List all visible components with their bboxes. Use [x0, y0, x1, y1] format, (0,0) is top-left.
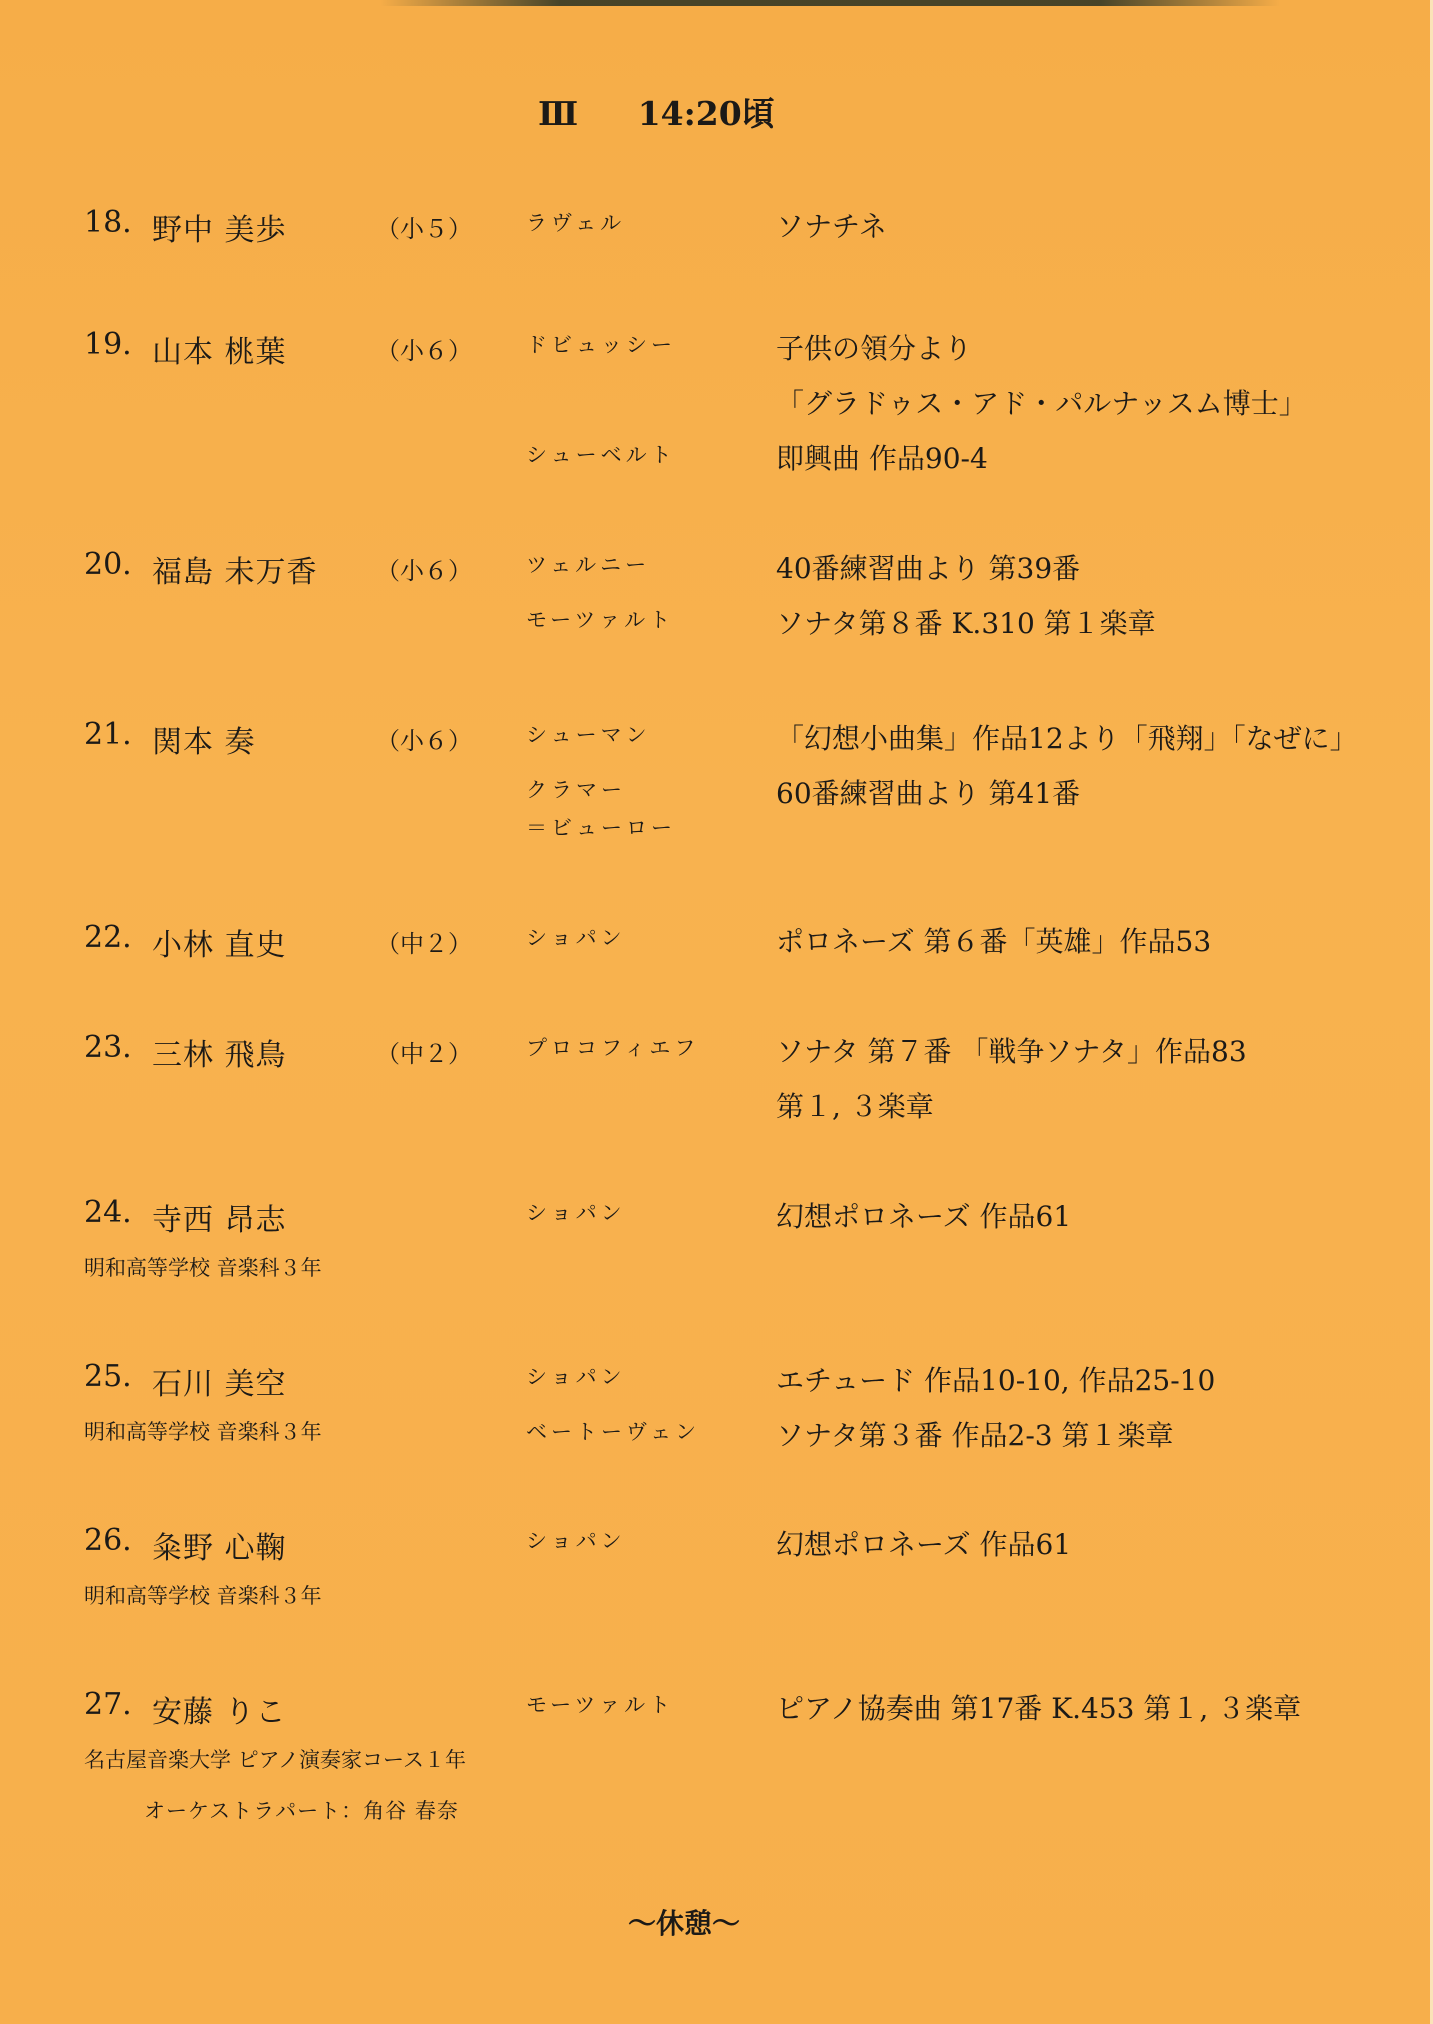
- work-title: ソナチネ: [776, 210, 887, 243]
- performer-school: 明和高等学校 音楽科３年: [84, 1584, 322, 1608]
- entry-number: 20.: [84, 547, 132, 582]
- work-title: ポロネーズ 第６番「英雄」作品53: [776, 925, 1212, 958]
- entry-number: 25.: [84, 1359, 132, 1394]
- section-number: Ⅲ: [538, 94, 577, 133]
- composer-name: プロコフィエフ: [526, 1036, 700, 1060]
- composer-name: モーツァルト: [526, 1693, 675, 1717]
- entry-number: 26.: [84, 1523, 132, 1558]
- performer-grade: （小６）: [376, 727, 472, 755]
- intermission-label: 〜休憩〜: [628, 1907, 741, 1940]
- work-title: 子供の領分より: [776, 332, 973, 365]
- work-title: エチュード 作品10-10, 作品25-10: [776, 1364, 1216, 1397]
- entry-number: 18.: [84, 205, 132, 240]
- performer-name: 石川 美空: [152, 1367, 287, 1402]
- work-title: ソナタ第３番 作品2-3 第１楽章: [776, 1419, 1174, 1452]
- scan-edge-shadow: [380, 0, 1280, 6]
- performer-school: 明和高等学校 音楽科３年: [84, 1420, 322, 1444]
- performer-grade: （小６）: [376, 337, 472, 365]
- section-heading: [538, 88, 775, 135]
- performer-name: 安藤 りこ: [152, 1695, 287, 1730]
- performer-name: 寺西 昂志: [152, 1203, 287, 1238]
- composer-name: シューベルト: [526, 443, 676, 467]
- entry-number: 22.: [84, 920, 132, 955]
- performer-grade: （小６）: [376, 557, 472, 585]
- entry-number: 21.: [84, 717, 132, 752]
- composer-name: モーツァルト: [526, 608, 675, 632]
- composer-name: クラマー: [526, 778, 626, 802]
- performer-name: 関本 奏: [152, 725, 256, 760]
- work-title: 「グラドゥス・アド・パルナッスム博士」: [776, 387, 1307, 420]
- entry-number: 19.: [84, 327, 132, 362]
- composer-name: ベートーヴェン: [526, 1420, 701, 1444]
- work-title: 「幻想小曲集」作品12より「飛翔」「なぜに」: [776, 722, 1358, 755]
- entry-number: 24.: [84, 1195, 132, 1230]
- composer-name: ショパン: [526, 1201, 626, 1225]
- composer-name: シューマン: [526, 723, 651, 747]
- composer-name: ラヴェル: [526, 211, 626, 235]
- composer-name: ツェルニー: [526, 553, 651, 577]
- work-title: ソナタ第８番 K.310 第１楽章: [776, 607, 1156, 640]
- work-title: 幻想ポロネーズ 作品61: [776, 1200, 1072, 1233]
- work-title: 幻想ポロネーズ 作品61: [776, 1528, 1072, 1561]
- performer-grade: （小５）: [376, 215, 472, 243]
- performer-name: 山本 桃葉: [152, 335, 287, 370]
- performer-name: 小林 直史: [152, 928, 287, 963]
- entry-number: 23.: [84, 1030, 132, 1065]
- performer-school: 名古屋音楽大学 ピアノ演奏家コース１年: [84, 1748, 466, 1772]
- performer-grade: （中２）: [376, 1040, 472, 1068]
- composer-name: ショパン: [526, 1529, 626, 1553]
- performer-grade: （中２）: [376, 930, 472, 958]
- work-title: 第１, ３楽章: [776, 1090, 934, 1123]
- work-title: 40番練習曲より 第39番: [776, 552, 1081, 585]
- composer-name: ドビュッシー: [526, 333, 676, 357]
- composer-name: ショパン: [526, 1365, 626, 1389]
- entry-number: 27.: [84, 1687, 132, 1722]
- work-title: ソナタ 第７番 「戦争ソナタ」作品83: [776, 1035, 1247, 1068]
- performer-name: 三林 飛鳥: [152, 1038, 287, 1073]
- performer-school: 明和高等学校 音楽科３年: [84, 1256, 322, 1280]
- performer-name: 福島 未万香: [152, 555, 318, 590]
- composer-name: ショパン: [526, 926, 626, 950]
- orchestra-part: オーケストラパート：角谷 春奈: [144, 1799, 459, 1823]
- performer-name: 野中 美歩: [152, 213, 287, 248]
- work-title: 60番練習曲より 第41番: [776, 777, 1081, 810]
- composer-name-continued: ＝ビューロー: [526, 816, 676, 840]
- work-title: 即興曲 作品90-4: [776, 442, 988, 475]
- work-title: ピアノ協奏曲 第17番 K.453 第１, ３楽章: [776, 1692, 1302, 1725]
- section-time: 14:20頃: [637, 94, 775, 133]
- performer-name: 粂野 心鞠: [152, 1531, 287, 1566]
